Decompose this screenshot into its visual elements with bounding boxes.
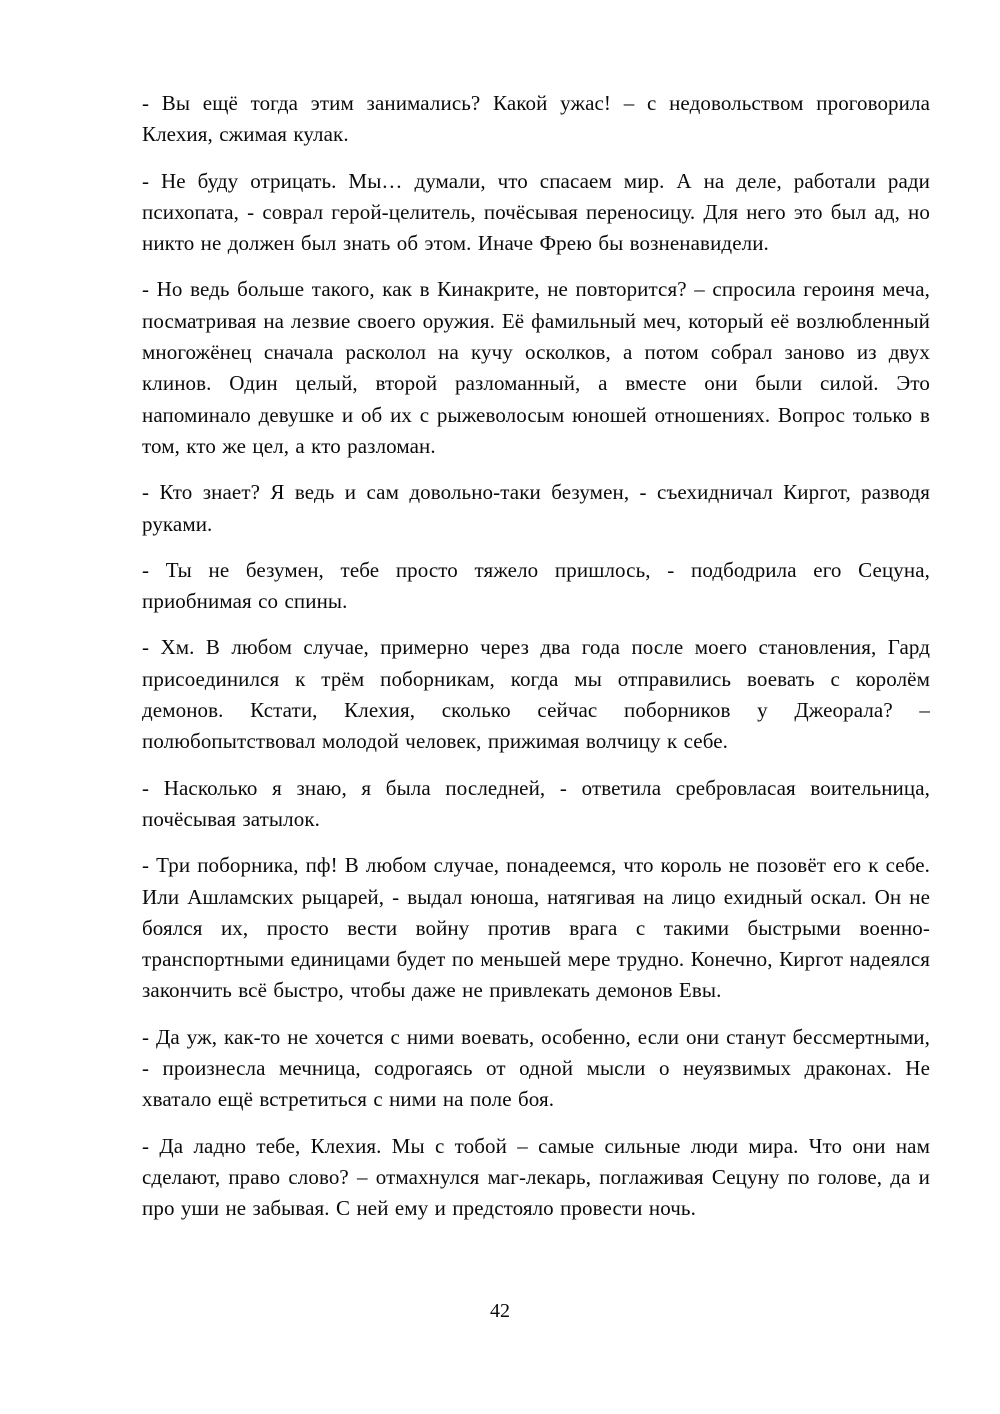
page-number: 42 [490,1300,510,1322]
paragraph: - Три поборника, пф! В любом случае, понадеемся, что король не позовёт его к себе. Или Ашламских рыцарей, - выдал юноша, натягивая на лицо ехидный оскал. Он не боялся их, просто вести войну против врага с такими быстрыми военно-транспортными единицами будет по меньшей мере трудно. Конечно, Киргот надеялся закончить всё быстро, чтобы даже не привлекать демонов Евы. [142,853,930,1003]
paragraph: - Хм. В любом случае, примерно через два года после моего становления, Гард присоединился к трём поборникам, когда мы отправились воевать с королём демонов. Кстати, Клехия, сколько сейчас поборников у Джеорала? – полюбопытствовал молодой человек, прижимая волчицу к себе. [142,635,930,754]
paragraph: - Насколько я знаю, я была последней, - ответила сребровласая воительница, почёсывая затылок. [142,775,930,831]
paragraph: - Ты не безумен, тебе просто тяжело пришлось, - подбодрила его Сецуна, приобнимая со спины. [142,557,930,614]
paragraph: - Но ведь больше такого, как в Кинакрите, не повторится? – спросила героиня меча, посматривая на лезвие своего оружия. Её фамильный меч, который её возлюбленный многожёнец сначала расколол на кучу осколков, а потом собрал заново из двух клинов. Один целый, второй разломанный, а вместе они были силой. Это напоминало девушке и об их с рыжеволосым юношей отношениях. Вопрос только в том, кто же цел, а кто разломан. [142,277,930,458]
paragraph: - Да уж, как-то не хочется с ними воевать, особенно, если они станут бессмертными, - произнесла мечница, содрогаясь от одной мысли о неуязвимых драконах. Не хватало ещё встретиться с ними на поле боя. [142,1024,930,1112]
paragraph: - Да ладно тебе, Клехия. Мы с тобой – самые сильные люди мира. Что они нам сделают, право слово? – отмахнулся маг-лекарь, поглаживая Сецуну по голове, да и про уши не забывая. С ней ему и предстояло провести ночь. [142,1133,930,1221]
paragraph: - Не буду отрицать. Мы… думали, что спасаем мир. А на деле, работали ради психопата, - соврал герой-целитель, почёсывая переносицу. Для него это был ад, но никто не должен был знать об этом. Иначе Фрею бы возненавидели. [142,168,930,256]
paragraph: - Кто знает? Я ведь и сам довольно-таки безумен, - съехидничал Киргот, разводя руками. [142,480,930,536]
page-content [142,88,930,1240]
paragraph: - Вы ещё тогда этим занимались? Какой ужас! – с недовольством проговорила Клехия, сжимая кулак. [142,91,930,147]
